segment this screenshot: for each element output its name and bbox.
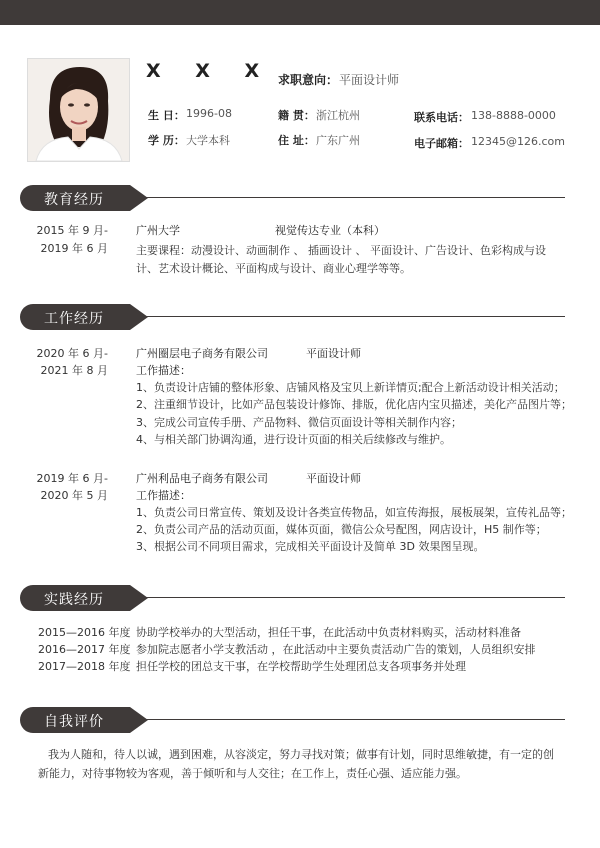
edu-date-start: 2015 年 9 月-	[36, 224, 108, 237]
practice-year: 2017—2018 年度	[38, 660, 131, 673]
email-label: 电子邮箱：	[414, 137, 469, 150]
practice-text: 担任学校的团总支干事，在学校帮助学生处理团总支各项事务并处理	[136, 660, 466, 673]
section-title: 工作经历	[44, 311, 104, 327]
job1-item: 1、负责设计店铺的整体形象、店铺风格及宝贝上新详情页;配合上新活动设计相关活动；	[136, 381, 565, 394]
job2-desc-label: 工作描述：	[136, 489, 191, 502]
objective-label: 求职意向：	[278, 73, 339, 87]
phone-value: 138-8888-0000	[471, 109, 556, 122]
section-title: 自我评价	[44, 714, 104, 730]
native-value: 浙江杭州	[316, 109, 360, 122]
phone-label: 联系电话：	[414, 111, 469, 124]
edu-courses-line2: 计、艺术设计概论、平面构成与设计、商业心理学等等。	[136, 262, 411, 275]
job1-position: 平面设计师	[306, 347, 361, 360]
section-work	[20, 304, 565, 330]
self-eval-line2: 新能力，对待事物较为客观，善于倾听和与人交往；在工作上，责任心强、适应能力强。	[38, 767, 467, 780]
job1-item: 2、注重细节设计，比如产品包装设计修饰、排版，优化店内宝贝描述，美化产品图片等；	[136, 398, 572, 411]
job2-item: 2、负责公司产品的活动页面，媒体页面，微信公众号配图，网店设计，H5 制作等；	[136, 523, 547, 536]
birth-value: 1996-08	[186, 107, 232, 120]
job2-date-end: 2020 年 5 月	[40, 489, 108, 502]
top-bar	[0, 0, 600, 25]
job1-item: 4、与相关部门协调沟通，进行设计页面的相关后续修改与维护。	[136, 433, 451, 446]
profile-photo	[27, 58, 130, 162]
job2-position: 平面设计师	[306, 472, 361, 485]
section-practice	[20, 585, 565, 611]
job2-date-start: 2019 年 6 月-	[36, 472, 108, 485]
job1-desc-label: 工作描述：	[136, 364, 191, 377]
edu-school: 广州大学	[136, 224, 180, 237]
job1-date-start: 2020 年 6 月-	[36, 347, 108, 360]
job2-item: 1、负责公司日常宣传、策划及设计各类宣传物品，如宣传海报，展板展架，宣传礼品等；	[136, 506, 572, 519]
edu-label: 学 历：	[148, 134, 185, 147]
job2-company: 广州利品电子商务有限公司	[136, 472, 268, 485]
candidate-name: X X X	[146, 60, 274, 82]
portrait-image	[28, 59, 129, 161]
job1-item: 3、完成公司宣传手册、产品物料、微信页面设计等相关制作内容；	[136, 416, 462, 429]
section-self	[20, 707, 565, 733]
practice-text: 参加院志愿者小学支教活动 ，在此活动中主要负责活动广告的策划，人员组织安排	[136, 643, 536, 656]
self-eval-line1: 我为人随和，待人以诚，遇到困难，从容淡定，努力寻找对策；做事有计划，同时思维敏捷，有一定的创	[48, 748, 554, 761]
section-title: 实践经历	[44, 592, 104, 608]
practice-year: 2016—2017 年度	[38, 643, 131, 656]
job1-date-end: 2021 年 8 月	[40, 364, 108, 377]
birth-label: 生 日：	[148, 109, 185, 122]
practice-text: 协助学校举办的大型活动，担任干事，在此活动中负责材料购买，活动材料准备	[136, 626, 521, 639]
edu-value: 大学本科	[186, 134, 230, 147]
job2-item: 3、根据公司不同项目需求，完成相关平面设计及简单 3D 效果图呈现。	[136, 540, 485, 553]
native-label: 籍 贯：	[278, 109, 315, 122]
address-label: 住 址：	[278, 134, 315, 147]
address-value: 广东广州	[316, 134, 360, 147]
email-value: 12345@126.com	[471, 135, 565, 148]
job1-company: 广州圈层电子商务有限公司	[136, 347, 268, 360]
edu-major: 视觉传达专业（本科）	[275, 224, 385, 237]
practice-year: 2015—2016 年度	[38, 626, 131, 639]
section-title: 教育经历	[44, 192, 104, 208]
edu-date-end: 2019 年 6 月	[40, 242, 108, 255]
edu-courses-line1: 主要课程：动漫设计、动画制作 、 插画设计 、 平面设计、广告设计、色彩构成与设	[136, 244, 546, 257]
objective-value: 平面设计师	[339, 73, 400, 87]
section-education	[20, 185, 565, 211]
